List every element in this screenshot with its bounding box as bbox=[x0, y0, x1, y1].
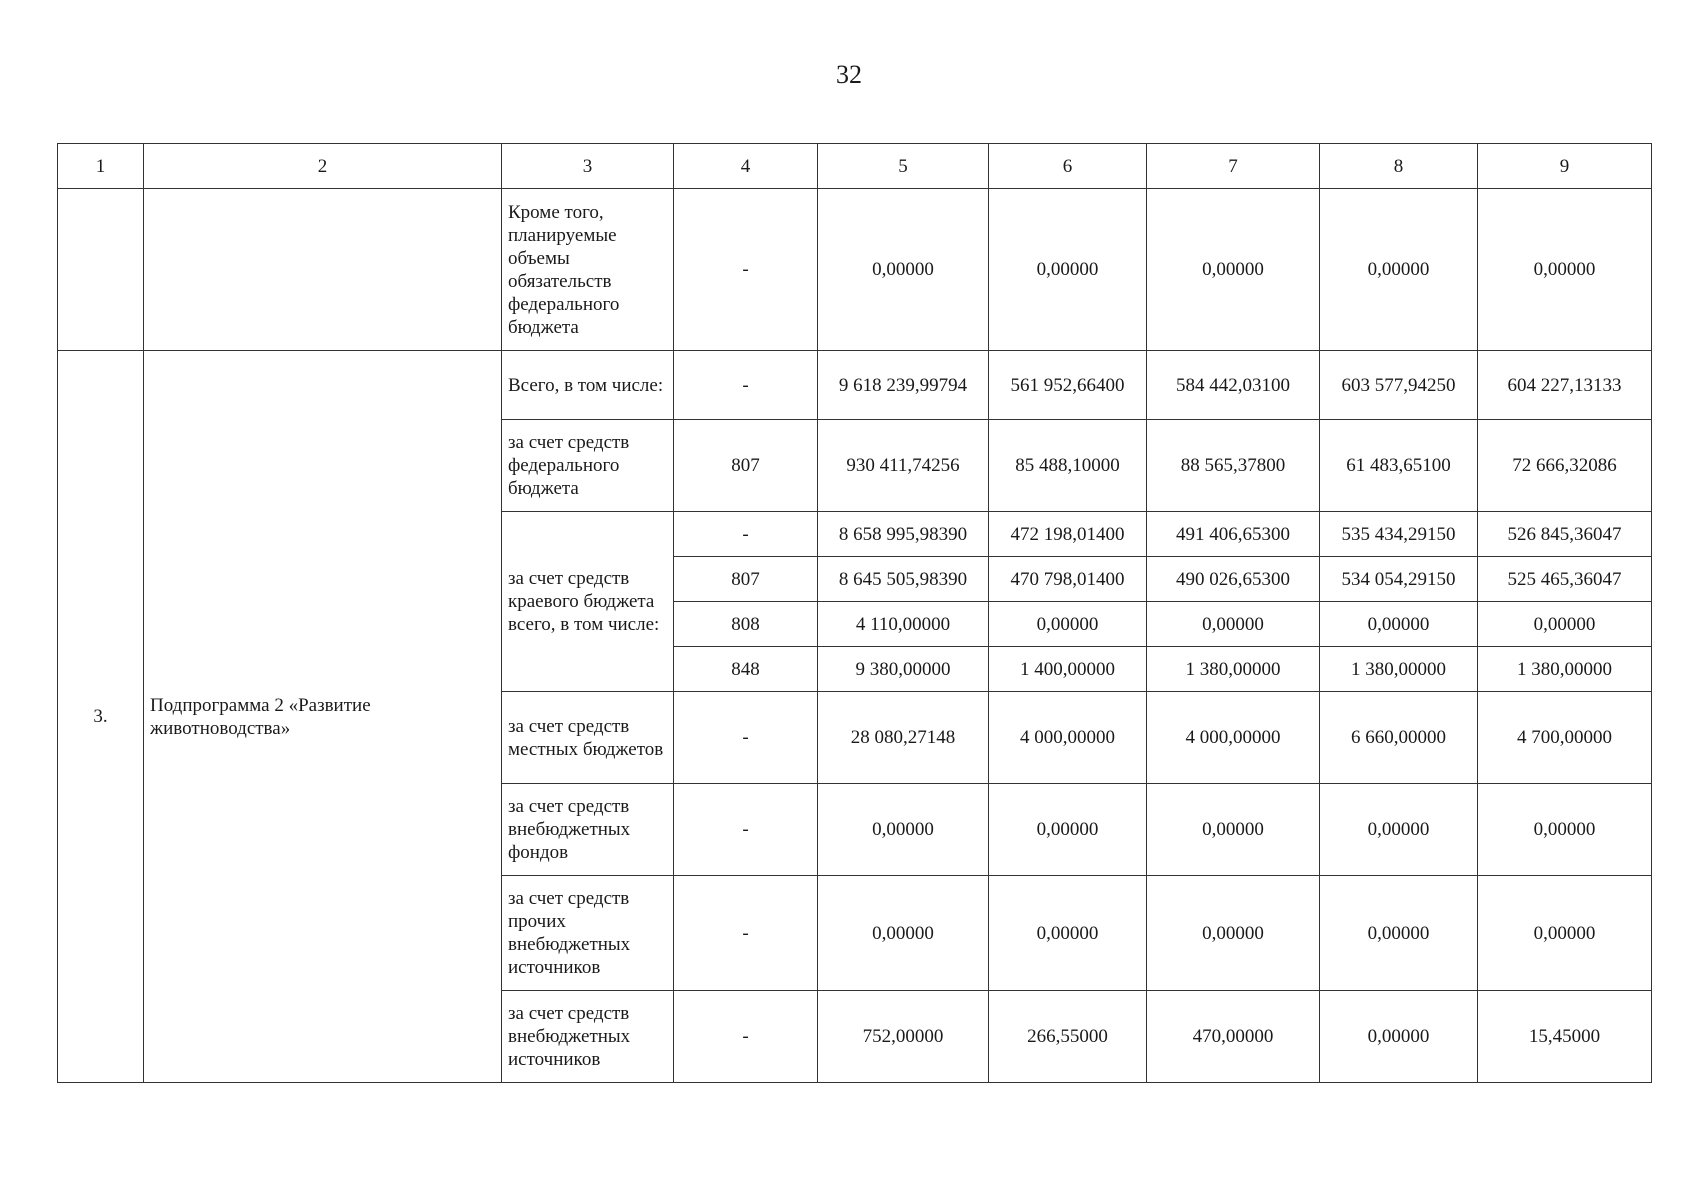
value-cell: 0,00000 bbox=[818, 876, 989, 991]
budget-code: - bbox=[674, 512, 818, 557]
value-cell: 490 026,65300 bbox=[1147, 557, 1320, 602]
column-number: 6 bbox=[989, 144, 1147, 189]
table-row bbox=[58, 189, 1652, 351]
value-cell: 0,00000 bbox=[1147, 189, 1320, 351]
value-cell: 85 488,10000 bbox=[989, 420, 1147, 512]
value-cell: 561 952,66400 bbox=[989, 351, 1147, 420]
value-cell: 4 000,00000 bbox=[1147, 692, 1320, 784]
page-number: 32 bbox=[836, 60, 862, 89]
value-cell: 603 577,94250 bbox=[1320, 351, 1478, 420]
budget-table bbox=[57, 143, 1652, 1083]
value-cell: 0,00000 bbox=[989, 189, 1147, 351]
value-cell: 266,55000 bbox=[989, 991, 1147, 1083]
value-cell: 0,00000 bbox=[1478, 189, 1652, 351]
budget-code: 848 bbox=[674, 647, 818, 692]
value-cell: 6 660,00000 bbox=[1320, 692, 1478, 784]
budget-code: - bbox=[674, 784, 818, 876]
funding-source-label: за счет средств федерального бюджета bbox=[502, 420, 674, 512]
value-cell: 472 198,01400 bbox=[989, 512, 1147, 557]
value-cell: 526 845,36047 bbox=[1478, 512, 1652, 557]
value-cell: 930 411,74256 bbox=[818, 420, 989, 512]
value-cell: 0,00000 bbox=[1320, 784, 1478, 876]
value-cell: 525 465,36047 bbox=[1478, 557, 1652, 602]
value-cell: 0,00000 bbox=[818, 189, 989, 351]
value-cell: 1 380,00000 bbox=[1147, 647, 1320, 692]
value-cell: 28 080,27148 bbox=[818, 692, 989, 784]
budget-code: - bbox=[674, 876, 818, 991]
value-cell: 584 442,03100 bbox=[1147, 351, 1320, 420]
column-number: 5 bbox=[818, 144, 989, 189]
column-number: 3 bbox=[502, 144, 674, 189]
value-cell: 0,00000 bbox=[989, 876, 1147, 991]
value-cell: 0,00000 bbox=[1147, 602, 1320, 647]
value-cell: 535 434,29150 bbox=[1320, 512, 1478, 557]
value-cell: 0,00000 bbox=[1478, 784, 1652, 876]
subprogram-name: Подпрограмма 2 «Развитие животноводства» bbox=[144, 351, 502, 1083]
empty-cell bbox=[144, 189, 502, 351]
value-cell: 0,00000 bbox=[1320, 189, 1478, 351]
value-cell: 0,00000 bbox=[1320, 876, 1478, 991]
value-cell: 0,00000 bbox=[989, 784, 1147, 876]
value-cell: 470,00000 bbox=[1147, 991, 1320, 1083]
value-cell: 8 658 995,98390 bbox=[818, 512, 989, 557]
budget-code: - bbox=[674, 692, 818, 784]
empty-cell bbox=[58, 189, 144, 351]
value-cell: 470 798,01400 bbox=[989, 557, 1147, 602]
value-cell: 0,00000 bbox=[1478, 602, 1652, 647]
column-number: 7 bbox=[1147, 144, 1320, 189]
funding-source-label: за счет средств краевого бюджета всего, в том числе: bbox=[502, 512, 674, 692]
value-cell: 8 645 505,98390 bbox=[818, 557, 989, 602]
budget-code: - bbox=[674, 189, 818, 351]
value-cell: 0,00000 bbox=[1147, 784, 1320, 876]
column-number: 9 bbox=[1478, 144, 1652, 189]
value-cell: 1 400,00000 bbox=[989, 647, 1147, 692]
column-number-row bbox=[58, 144, 1652, 189]
value-cell: 604 227,13133 bbox=[1478, 351, 1652, 420]
value-cell: 0,00000 bbox=[1320, 991, 1478, 1083]
column-number: 8 bbox=[1320, 144, 1478, 189]
value-cell: 88 565,37800 bbox=[1147, 420, 1320, 512]
column-number: 1 bbox=[58, 144, 144, 189]
value-cell: 72 666,32086 bbox=[1478, 420, 1652, 512]
value-cell: 4 110,00000 bbox=[818, 602, 989, 647]
value-cell: 534 054,29150 bbox=[1320, 557, 1478, 602]
budget-code: 807 bbox=[674, 420, 818, 512]
funding-source-label: Кроме того, планируемые объемы обязательств федерального бюджета bbox=[502, 189, 674, 351]
value-cell: 9 618 239,99794 bbox=[818, 351, 989, 420]
value-cell: 0,00000 bbox=[989, 602, 1147, 647]
value-cell: 4 700,00000 bbox=[1478, 692, 1652, 784]
value-cell: 15,45000 bbox=[1478, 991, 1652, 1083]
budget-code: 807 bbox=[674, 557, 818, 602]
column-number: 4 bbox=[674, 144, 818, 189]
value-cell: 1 380,00000 bbox=[1320, 647, 1478, 692]
budget-code: - bbox=[674, 351, 818, 420]
funding-source-label: за счет средств внебюджетных фондов bbox=[502, 784, 674, 876]
funding-source-label: за счет средств внебюджетных источников bbox=[502, 991, 674, 1083]
value-cell: 4 000,00000 bbox=[989, 692, 1147, 784]
funding-source-label: Всего, в том числе: bbox=[502, 351, 674, 420]
value-cell: 0,00000 bbox=[1147, 876, 1320, 991]
value-cell: 752,00000 bbox=[818, 991, 989, 1083]
value-cell: 61 483,65100 bbox=[1320, 420, 1478, 512]
value-cell: 1 380,00000 bbox=[1478, 647, 1652, 692]
funding-source-label: за счет средств прочих внебюджетных источников bbox=[502, 876, 674, 991]
value-cell: 9 380,00000 bbox=[818, 647, 989, 692]
budget-code: - bbox=[674, 991, 818, 1083]
value-cell: 491 406,65300 bbox=[1147, 512, 1320, 557]
value-cell: 0,00000 bbox=[1320, 602, 1478, 647]
value-cell: 0,00000 bbox=[818, 784, 989, 876]
budget-code: 808 bbox=[674, 602, 818, 647]
table-row bbox=[58, 351, 1652, 420]
column-number: 2 bbox=[144, 144, 502, 189]
section-number: 3. bbox=[58, 351, 144, 1083]
value-cell: 0,00000 bbox=[1478, 876, 1652, 991]
funding-source-label: за счет средств местных бюджетов bbox=[502, 692, 674, 784]
